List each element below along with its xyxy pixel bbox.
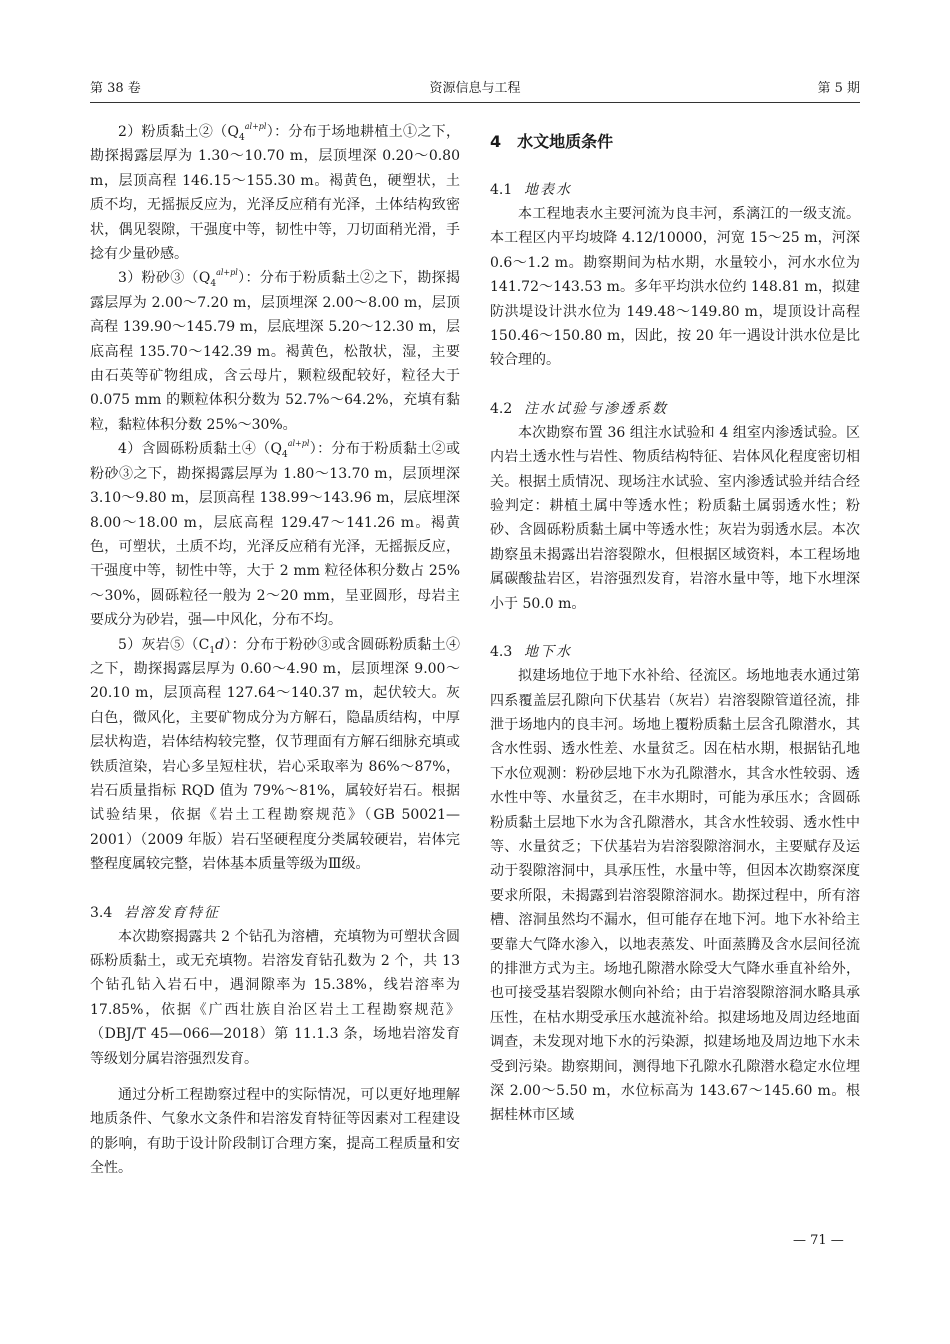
paragraph-limestone: 5）灰岩$⑤(C_1d)$：分布于粉砂③或含圆砾粉质黏土④之下，勘探揭露层厚为 0.60～4.90 m，层顶埋深 9.00～20.10 m，层顶高程 127.64～140.37 m，起伏较大。灰白色，微风化，主要矿物成分为方解石，隐晶质结构，中厚层状构造，岩体结构较完整，仅节理面有方解石细脉充填或铁质渲染，岩心多呈短柱状，岩心采取率为 86%～87%，岩石质量指标 RQD 值为 79%～81%，属较好岩石。根据试验结果，依据《岩土工程勘察规范》（GB 50021—2001）（2009 年版）岩石坚硬程度分类属较硬岩，岩体完整程度属较完整，岩体基本质量等级为Ⅲ级。 — [90, 636, 460, 873]
paragraph-gravel-clay: 4）含圆砾粉质黏土$④(Q_4^{al+pl})$：分布于粉质黏土②或粉砂③之下，勘探揭露层厚为 1.80～13.70 m，层顶埋深 3.10～9.80 m，层顶高程 138.99～143.96 m，层底埋深 8.00～18.00 m，层底高程 129.47～141.26 m。褐黄色，可塑状，土质不均，光泽反应稍有光泽，无摇振反应，干强度中等，韧性中等，大于 2 mm 粒径体积分数占 25%～30%，圆砾粒径一般为 2～20 mm，呈亚圆形，母岩主要成分为砂岩，强—中风化，分布不均。 — [90, 439, 460, 629]
right-column — [490, 120, 860, 1128]
journal-title: 资源信息与工程 — [429, 81, 521, 96]
paragraph-surface-water: 本工程地表水主要河流为良丰河，系漓江的一级支流。本工程区内平均坡降 4.12/10000，河宽 15～25 m，河深 0.6～1.2 m。勘察期间为枯水期，水量较小，河水水位为 141.72～143.53 m。多年平均洪水位约 148.81 m，拟建防洪堤设计洪水位为 149.48～149.80 m，堤顶设计高程 150.46～150.80 m，因此，按 20 年一遇设计洪水位是比较合理的。 — [490, 206, 860, 369]
paragraph-silty-clay: 2）粉质黏土$②(Q_4^{al+pl})$：分布于场地耕植土①之下，勘探揭露层厚为 1.30～10.70 m，层顶埋深 0.20～0.80 m，层顶高程 146.15～155.30 m。褐黄色，硬塑状，土质不均，无摇振反应为，光泽反应稍有光泽，土体结构致密状，偶见裂隙，干强度中等，韧性中等，刀切面稍光滑，手捻有少量砂感。 — [90, 122, 461, 263]
paragraph-silty-sand: 3）粉砂$③(Q_4^{al+pl})$：分布于粉质黏土②之下，勘探揭露层厚为 2.00～7.20 m，层顶埋深 2.00～8.00 m，层顶高程 139.90～145.79 m，层底埋深 5.20～12.30 m，层底高程 135.70～142.39 m。褐黄色，松散状，湿，主要由石英等矿物组成，含云母片，颗粒级配较好，粒径大于 0.075 mm 的颗粒体积分数为 52.7%～64.2%，充填有黏粒，黏粒体积分数 25%～30%。 — [90, 268, 461, 433]
volume-label: 第 38 卷 — [90, 81, 141, 96]
section-heading-3-4: 3.4 岩溶发育特征 — [90, 904, 220, 921]
page-number: — 71 — — [793, 1233, 844, 1248]
section-heading-4-3: 4.3 地下水 — [490, 644, 572, 661]
section-heading-4-2: 4.2 注水试验与渗透系数 — [490, 400, 668, 417]
paragraph-summary: 通过分析工程勘察过程中的实际情况，可以更好地理解地质条件、气象水文条件和岩溶发育特征等因素对工程建设的影响，有助于设计阶段制订合理方案，提高工程质量和安全性。 — [90, 1087, 460, 1177]
header-rule — [90, 102, 860, 103]
issue-label: 第 5 期 — [817, 81, 860, 96]
paragraph-karst: 本次勘察揭露共 2 个钻孔为溶槽，充填物为可塑状含圆砾粉质黏土，或无充填物。岩溶发育钻孔数为 2 个，共 13 个钻孔钻入岩石中，遇洞隙率为 15.38%，线岩溶率为 17.85%，依据《广西壮族自治区岩土工程勘察规范》（DBJ/T 45—066—2018）第 11.1.3 条，场地岩溶发育等级划分属岩溶强烈发育。 — [90, 928, 460, 1067]
left-column — [90, 120, 460, 1181]
paragraph-permeability: 本次勘察布置 36 组注水试验和 4 组室内渗透试验。区内岩土透水性与岩性、物质结构特征、岩体风化程度密切相关。根据土质情况、现场注水试验、室内渗透试验并结合经验判定：耕植土属中等透水性；粉质黏土属弱透水性；粉砂、含圆砾粉质黏土属中等透水性；灰岩为弱透水层。本次勘察虽未揭露出岩溶裂隙水，但根据区域资料，本工程场地属碳酸盐岩区，岩溶强烈发育，岩溶水量中等，地下水埋深小于 50.0 m。 — [490, 424, 860, 612]
section-heading-4: 4 水文地质条件 — [490, 132, 614, 151]
paragraph-groundwater: 拟建场地位于地下水补给、径流区。场地地表水通过第四系覆盖层孔隙向下伏基岩（灰岩）岩溶裂隙管道径流，排泄于场地内的良丰河。场地上覆粉质黏土层含孔隙潜水，其含水性弱、透水性差、水量贫乏。因在枯水期，根据钻孔地下水位观测：粉砂层地下水为孔隙潜水，其含水性较弱、透水性中等、水量贫乏，在丰水期时，可能为承压水；含圆砾粉质黏土层地下水为含孔隙潜水，其含水性较弱、透水性中等、水量贫乏；下伏基岩为岩溶裂隙溶洞水，主要赋存及运动于裂隙溶洞中，具承压性，水量中等，但因本次勘察深度要求所限，未揭露到岩溶裂隙溶洞水。勘探过程中，所有溶槽、溶洞虽然均不漏水，但可能存在地下河。地下水补给主要靠大气降水渗入，以地表蒸发、叶面蒸腾及含水层间径流的排泄方式为主。场地孔隙潜水除受大气降水垂直补给外，也可接受基岩裂隙水侧向补给；由于岩溶裂隙溶洞水略具承压性，在枯水期受承压水越流补给。拟建场地及周边经地面调查，未发现对地下水的污染源，拟建场地及周边地下水未受到污染。勘察期间，测得地下孔隙水孔隙潜水稳定水位埋深 2.00～5.50 m，水位标高为 143.67～145.60 m。根据桂林市区域 — [490, 668, 860, 1124]
section-heading-4-1: 4.1 地表水 — [490, 182, 572, 198]
running-header — [90, 80, 860, 100]
